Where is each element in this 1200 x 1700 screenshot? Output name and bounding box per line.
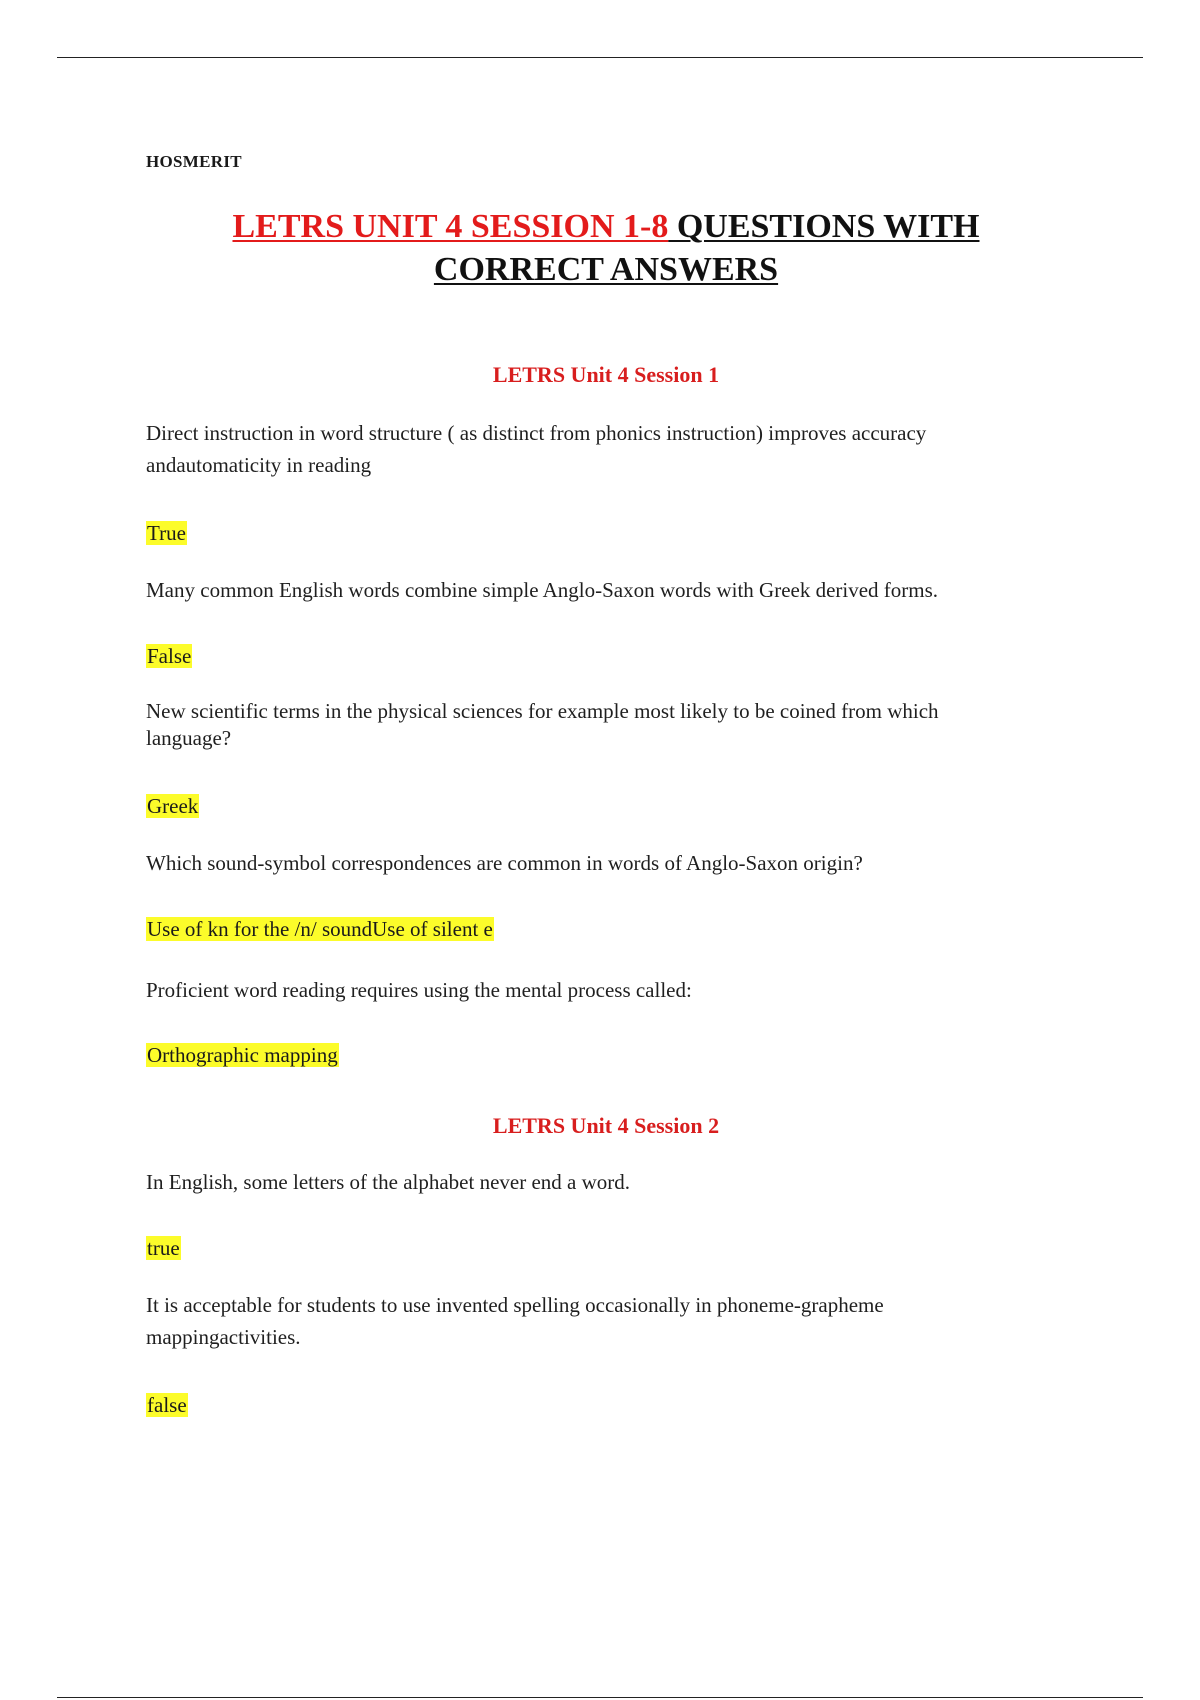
question-7-line-1: It is acceptable for students to use invented spelling occasionally in phoneme-grapheme <box>146 1293 884 1317</box>
question-1 <box>146 417 1066 481</box>
answer-7-highlight: false <box>147 1393 187 1417</box>
session-1-heading: LETRS Unit 4 Session 1 <box>492 362 720 387</box>
question-6-line-1: In English, some letters of the alphabet never end a word. <box>146 1170 631 1194</box>
answer-1 <box>146 519 1066 547</box>
question-7-line-2: mappingactivities. <box>146 1325 301 1349</box>
question-5 <box>146 974 1066 1006</box>
question-1-line-2: andautomaticity in reading <box>146 453 372 477</box>
document-title <box>146 205 1066 291</box>
top-rule <box>57 57 1143 58</box>
answer-6 <box>146 1234 1066 1262</box>
answer-4-highlight: Use of kn for the /n/ soundUse of silent e <box>147 917 493 941</box>
answer-4 <box>146 915 1066 943</box>
answer-2-highlight: False <box>147 644 192 668</box>
question-3-line-2: language? <box>146 726 232 750</box>
answer-6-highlight: true <box>147 1236 180 1260</box>
answer-5-highlight: Orthographic mapping <box>147 1043 338 1067</box>
question-4-line-1: Which sound-symbol correspondences are common in words of Anglo-Saxon origin? <box>146 851 863 875</box>
answer-3-highlight: Greek <box>147 794 199 818</box>
question-2 <box>146 574 1066 606</box>
answer-7 <box>146 1391 1066 1419</box>
question-5-line-1: Proficient word reading requires using the mental process called: <box>146 978 692 1002</box>
session-2-heading: LETRS Unit 4 Session 2 <box>492 1113 720 1138</box>
bottom-rule <box>57 1697 1143 1698</box>
answer-5 <box>146 1041 1066 1069</box>
question-3-line-1: New scientific terms in the physical sciences for example most likely to be coined from which <box>146 699 939 723</box>
question-6 <box>146 1166 1066 1198</box>
question-2-line-1: Many common English words combine simple Anglo-Saxon words with Greek derived forms. <box>146 578 939 602</box>
question-3 <box>146 698 1066 752</box>
question-4 <box>146 847 1066 879</box>
answer-3 <box>146 792 1066 820</box>
title-black-part: QUESTIONS WITH <box>668 208 980 245</box>
answer-2 <box>146 642 1066 670</box>
question-1-line-1: Direct instruction in word structure ( as distinct from phonics instruction) improves accuracy <box>146 421 927 445</box>
answer-1-highlight: True <box>147 521 186 545</box>
question-7 <box>146 1289 1066 1353</box>
title-red-part: LETRS UNIT 4 SESSION 1-8 <box>232 208 669 245</box>
title-second-line: CORRECT ANSWERS <box>433 251 779 288</box>
brand-label: HOSMERIT <box>146 152 242 171</box>
